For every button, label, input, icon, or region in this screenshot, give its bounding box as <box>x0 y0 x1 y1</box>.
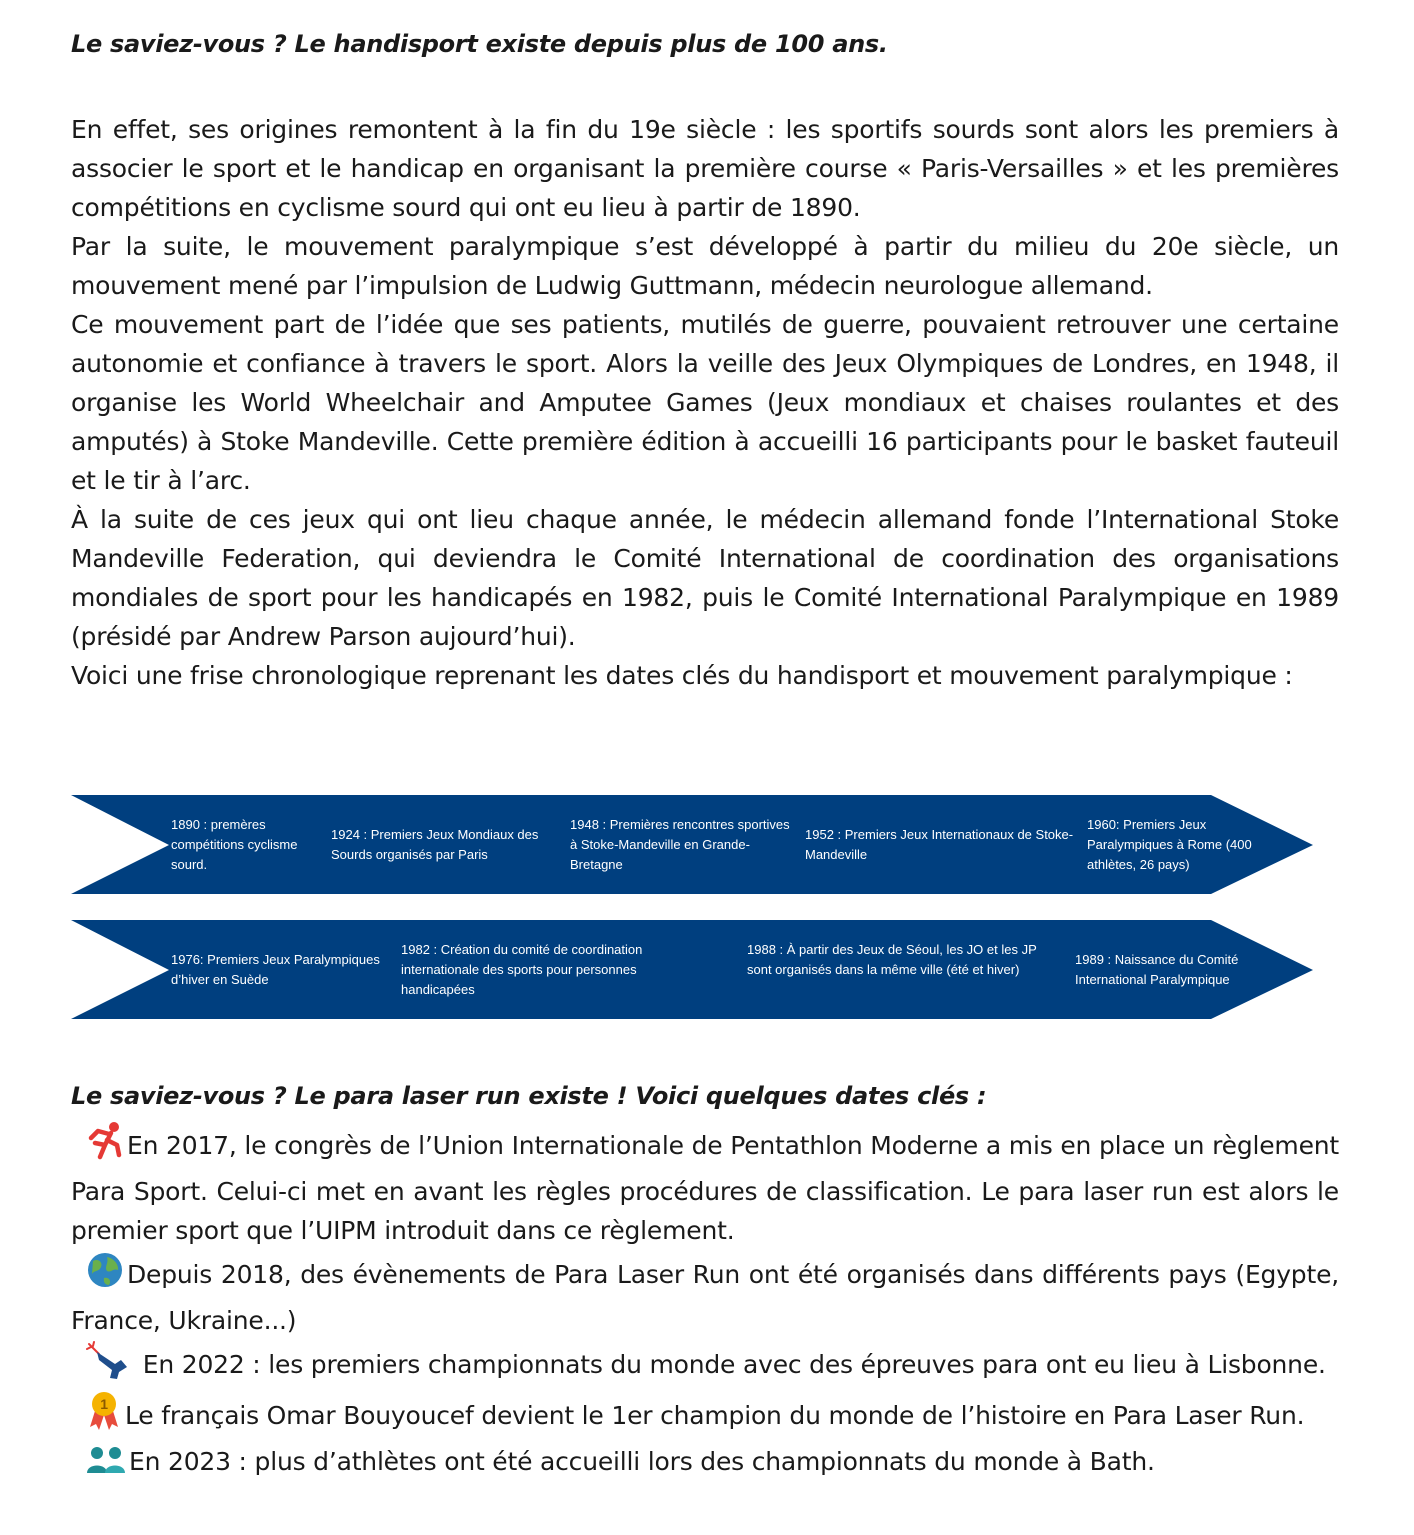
timeline-event: 1989 : Naissance du Comité International Paralympique <box>1075 952 1239 987</box>
medal-icon <box>85 1391 123 1442</box>
timeline-event: 1924 : Premiers Jeux Mondiaux des Sourds organisés par Paris <box>331 827 539 862</box>
timeline-row-2 <box>71 920 1316 1020</box>
globe-icon <box>85 1250 125 1301</box>
runner-icon <box>85 1121 125 1172</box>
list-item: 1 Le français Omar Bouyoucef devient le 1er champion du monde de l’histoire en Para Laser Run. <box>71 1391 1339 1442</box>
people-icon <box>85 1443 127 1488</box>
timeline-row-1 <box>71 795 1316 895</box>
laser-run-list <box>71 1121 1339 1488</box>
laser-pistol-icon <box>85 1340 133 1391</box>
list-item: Depuis 2018, des évènements de Para Laser Run ont été organisés dans différents pays (Egypte, France, Ukraine...) <box>71 1250 1339 1340</box>
paragraph: Par la suite, le mouvement paralympique s’est développé à partir du milieu du 20e siècle, un mouvement mené par l’impulsion de Ludwig Guttmann, médecin neurologue allemand. <box>71 232 1339 300</box>
timeline-event: 1952 : Premiers Jeux Internationaux de Stoke-Mandeville <box>805 827 1074 862</box>
timeline-event: 1988 : À partir des Jeux de Séoul, les JO et les JP sont organisés dans la même ville (été et hiver) <box>747 942 1037 977</box>
list-item: En 2017, le congrès de l’Union Internationale de Pentathlon Moderne a mis en place un règlement Para Sport. Celui-ci met en avant les règles procédures de classification. Le para laser run est alors le premier sport que l’UIPM introduit dans ce règlement. <box>71 1121 1339 1250</box>
timeline-event: 1948 : Premières rencontres sportives à Stoke-Mandeville en Grande-Bretagne <box>570 817 790 872</box>
list-item: En 2022 : les premiers championnats du monde avec des épreuves para ont eu lieu à Lisbonne. <box>71 1340 1339 1391</box>
timeline-event: 1960: Premiers Jeux Paralympiques à Rome (400 athlètes, 26 pays) <box>1087 817 1252 872</box>
timeline-event: 1890 : premères compétitions cyclisme sourd. <box>171 817 298 872</box>
paragraph: À la suite de ces jeux qui ont lieu chaque année, le médecin allemand fonde l’International Stoke Mandeville Federation, qui deviendra le Comité International de coordination des organisations mondiales de sport pour les handicapés en 1982, puis le Comité International Paralympique en 1989 (présidé par Andrew Parson aujourd’hui). <box>71 505 1339 651</box>
timeline-event: 1982 : Création du comité de coordination internationale des sports pour personnes handicapées <box>401 942 643 997</box>
svg-text:1: 1 <box>100 1396 108 1412</box>
timeline-event: 1976: Premiers Jeux Paralympiques d’hiver en Suède <box>171 952 380 987</box>
paragraph: Ce mouvement part de l’idée que ses patients, mutilés de guerre, pouvaient retrouver une certaine autonomie et confiance à travers le sport. Alors la veille des Jeux Olympiques de Londres, en 1948, il organise les World Wheelchair and Amputee Games (Jeux mondiaux et chaises roulantes et des amputés) à Stoke Mandeville. Cette première édition à accueilli 16 participants pour le basket fauteuil et le tir à l’arc. <box>71 310 1339 495</box>
section-heading-para-laser-run: Le saviez-vous ? Le para laser run existe ! Voici quelques dates clés : <box>71 1082 987 1110</box>
paragraph: Voici une frise chronologique reprenant les dates clés du handisport et mouvement paralympique : <box>71 661 1293 690</box>
list-item: En 2023 : plus d’athlètes ont été accueilli lors des championnats du monde à Bath. <box>71 1442 1339 1488</box>
paragraph: En effet, ses origines remontent à la fin du 19e siècle : les sportifs sourds sont alors les premiers à associer le sport et le handicap en organisant la première course « Paris-Versailles » et les premières compétitions en cyclisme sourd qui ont eu lieu à partir de 1890. <box>71 115 1339 222</box>
section-heading-handisport: Le saviez-vous ? Le handisport existe depuis plus de 100 ans. <box>71 30 888 58</box>
intro-text <box>71 110 1339 695</box>
